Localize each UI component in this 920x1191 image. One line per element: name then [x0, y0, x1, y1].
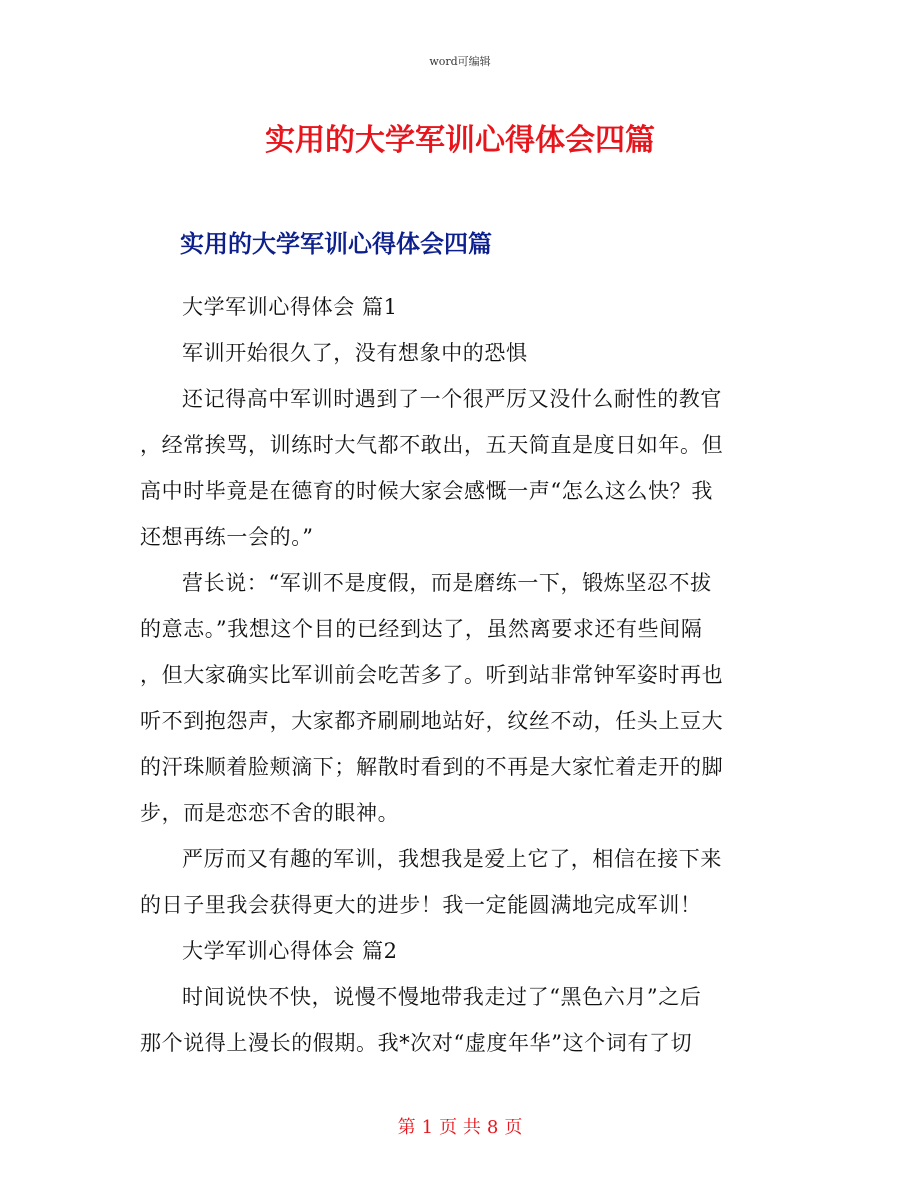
document-body: [140, 284, 790, 1066]
body-line: 高中时毕竟是在德育的时候大家会感慨一声“怎么这么快？我: [140, 479, 713, 503]
body-line: 那个说得上漫长的假期。我*次对“虚度年华”这个词有了切: [140, 1031, 693, 1055]
footer-total-pages: 8: [486, 1117, 499, 1138]
body-line: 时间说快不快，说慢不慢地带我走过了“黑色六月”之后: [182, 985, 702, 1009]
footer-page-number: 1: [421, 1117, 434, 1138]
body-line: 的意志。”我想这个目的已经到达了，虽然离要求还有些间隔: [140, 617, 703, 641]
body-line: 营长说：“军训不是度假，而是磨练一下，锻炼坚忍不拔: [182, 571, 712, 595]
body-line: 军训开始很久了，没有想象中的恐惧: [182, 341, 528, 365]
header-label: word可编辑: [429, 55, 491, 68]
body-line: 听不到抱怨声，大家都齐刷刷地站好，纹丝不动，任头上豆大: [140, 709, 724, 733]
document-subtitle: 实用的大学军训心得体会四篇: [180, 230, 492, 258]
body-line: 还想再练一会的。”: [140, 525, 314, 549]
body-line: 严厉而又有趣的军训，我想我是爱上它了，相信在接下来: [182, 847, 722, 871]
body-line: 步，而是恋恋不舍的眼神。: [140, 801, 400, 825]
body-line: ，但大家确实比军训前会吃苦多了。听到站非常钟军姿时再也: [140, 663, 724, 687]
footer-prefix: 第: [397, 1117, 416, 1138]
footer-suffix: 页: [504, 1117, 523, 1138]
body-line: 还记得高中军训时遇到了一个很严厉又没什么耐性的教官: [182, 387, 722, 411]
page-footer: [0, 1113, 920, 1139]
body-line: 大学军训心得体会 篇1: [182, 295, 398, 319]
body-line: 的汗珠顺着脸颊滴下；解散时看到的不再是大家忙着走开的脚: [140, 755, 724, 779]
body-line: ，经常挨骂，训练时大气都不敢出，五天简直是度日如年。但: [140, 433, 724, 457]
body-line: 的日子里我会获得更大的进步！我一定能圆满地完成军训！: [140, 893, 702, 917]
footer-middle: 页 共: [439, 1117, 481, 1138]
body-line: 大学军训心得体会 篇2: [182, 939, 398, 963]
document-title: 实用的大学军训心得体会四篇: [265, 123, 655, 158]
